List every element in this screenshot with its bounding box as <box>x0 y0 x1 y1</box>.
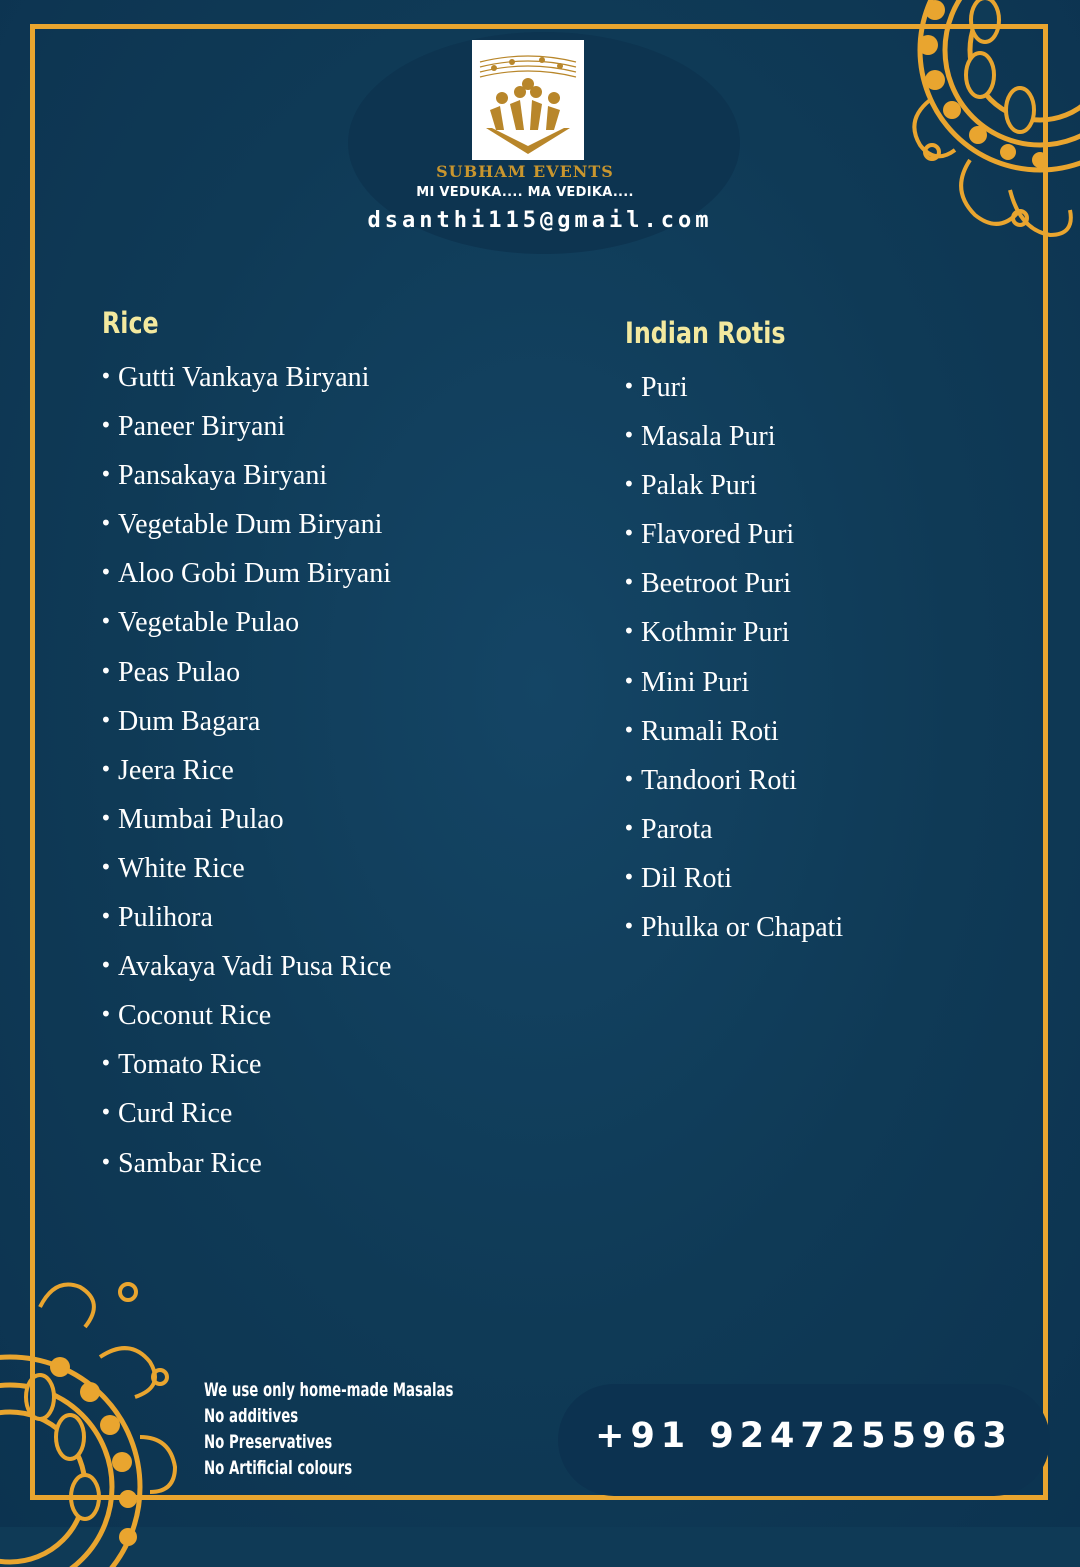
rice-section-title: Rice <box>102 306 159 340</box>
brand-logo <box>472 40 584 160</box>
roti-menu-item: • Mini Puri <box>623 657 843 706</box>
rice-menu-item: • White Rice <box>100 843 391 892</box>
rice-menu-item: • Sambar Rice <box>100 1138 391 1187</box>
note-line: No Preservatives <box>204 1431 333 1453</box>
rice-menu-item: • Aloo Gobi Dum Biryani <box>100 548 391 597</box>
rice-menu-item: • Coconut Rice <box>100 990 391 1039</box>
note-line: We use only home-made Masalas <box>204 1379 454 1401</box>
roti-menu-item: • Parota <box>623 804 843 853</box>
roti-menu-item: • Dil Roti <box>623 853 843 902</box>
rice-menu-list <box>100 352 391 1187</box>
rice-menu-item: • Curd Rice <box>100 1088 391 1137</box>
roti-menu-item: • Kothmir Puri <box>623 607 843 656</box>
rice-menu-item: • Gutti Vankaya Biryani <box>100 352 391 401</box>
rice-menu-item: • Dum Bagara <box>100 696 391 745</box>
roti-menu-item: • Masala Puri <box>623 411 843 460</box>
ingredient-notes <box>204 1377 454 1481</box>
brand-tagline: MI VEDUKA.... MA VEDIKA.... <box>416 185 634 200</box>
music-notes-crowd-logo-icon <box>472 40 584 160</box>
contact-phone[interactable]: +91 9247255963 <box>595 1416 1013 1456</box>
roti-menu-item: • Beetroot Puri <box>623 558 843 607</box>
note-line: No additives <box>204 1405 299 1427</box>
rice-menu-item: • Pulihora <box>100 892 391 941</box>
rice-menu-item: • Paneer Biryani <box>100 401 391 450</box>
roti-menu-item: • Rumali Roti <box>623 706 843 755</box>
contact-email[interactable]: dsanthi115@gmail.com <box>367 208 713 233</box>
rice-menu-item: • Peas Pulao <box>100 647 391 696</box>
roti-menu-item: • Palak Puri <box>623 460 843 509</box>
rice-menu-item: • Pansakaya Biryani <box>100 450 391 499</box>
brand-name: SUBHAM EVENTS <box>436 162 614 181</box>
rice-menu-item: • Tomato Rice <box>100 1039 391 1088</box>
rice-menu-item: • Avakaya Vadi Pusa Rice <box>100 941 391 990</box>
rice-menu-item: • Vegetable Pulao <box>100 597 391 646</box>
rice-menu-item: • Vegetable Dum Biryani <box>100 499 391 548</box>
rice-menu-item: • Mumbai Pulao <box>100 794 391 843</box>
rotis-section-title: Indian Rotis <box>625 316 786 350</box>
roti-menu-item: • Phulka or Chapati <box>623 902 843 951</box>
roti-menu-item: • Tandoori Roti <box>623 755 843 804</box>
rice-menu-item: • Jeera Rice <box>100 745 391 794</box>
roti-menu-item: • Flavored Puri <box>623 509 843 558</box>
rotis-menu-list <box>623 362 843 951</box>
roti-menu-item: • Puri <box>623 362 843 411</box>
note-line: No Artificial colours <box>204 1457 353 1479</box>
